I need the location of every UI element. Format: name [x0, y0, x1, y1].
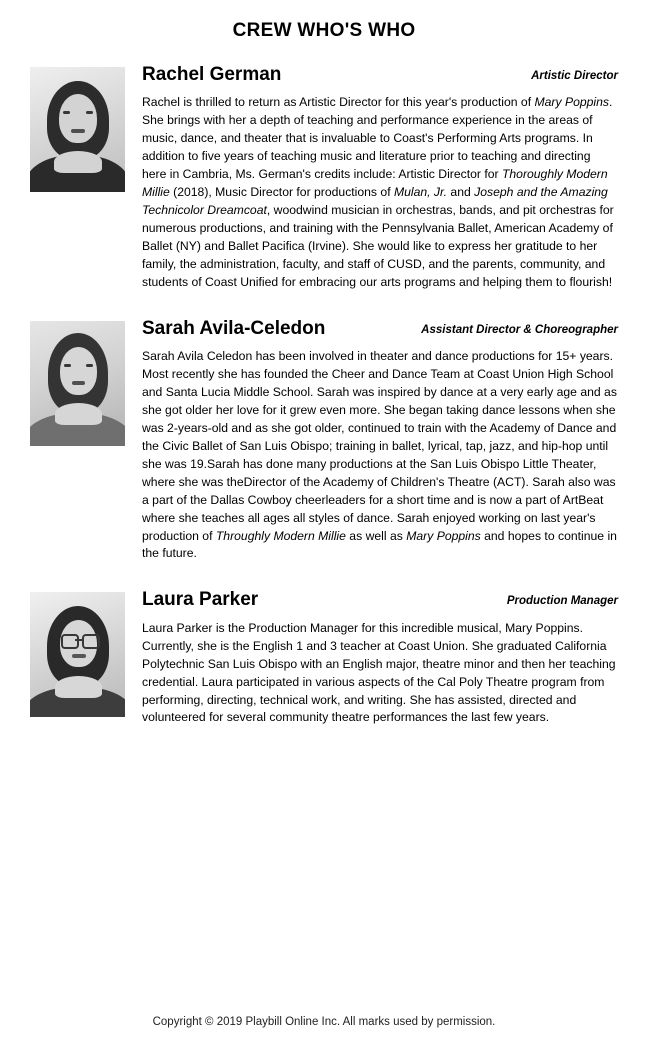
entry-text	[128, 318, 618, 564]
photo-neck	[55, 403, 102, 425]
list-item	[0, 589, 648, 727]
person-bio: Rachel is thrilled to return as Artistic Director for this year's production of Mary Poppins. She brings with her a depth of teaching and performance experience in the areas of music, dance, and theater that is invaluable to Coast's Performing Arts programs. In addition to five years of teaching music and literature prior to teaching and directing here in Cambria, Ms. German's credits include: Artistic Director for Thoroughly Modern Millie (2018), Music Director for productions of Mulan, Jr. and Joseph and the Amazing Technicolor Dreamcoat, woodwind musician in orchestras, bands, and pit orchestras for numerous productions, and training with the Pennsylvania Ballet, American Academy of Ballet (NY) and Ballet Pacifica (Irvine). She would like to express her gratitude to her family, the administration, faculty, and staff of CUSD, and the parents, community, and students of Coast Unified for embracing our arts programs and helping them to flourish!	[142, 95, 614, 289]
photo-neck	[55, 676, 102, 698]
photo-mouth	[72, 381, 85, 385]
photo-glasses-left	[61, 634, 79, 649]
name-row	[142, 589, 618, 611]
playbill-page	[0, 20, 648, 1044]
person-name: Sarah Avila-Celedon	[142, 317, 326, 339]
entry-text	[128, 589, 618, 727]
person-bio: Laura Parker is the Production Manager for this incredible musical, Mary Poppins. Currently, she is the English 1 and 3 teacher at Coast Union. She graduated California Polytechnic San Luis Obispo with an English major, theatre minor and then her teaching credential. Laura participated in various aspects of the Cal Poly Theatre program from performing, directing, technical work, and writing. She has assisted, directed and volunteered for several community theatre performances the last few years.	[142, 620, 616, 725]
list-item	[0, 318, 648, 564]
list-item	[0, 64, 648, 292]
photo-eye-left	[63, 111, 70, 114]
photo-face	[59, 94, 97, 143]
headshot-container	[30, 318, 128, 446]
entry-text	[128, 64, 618, 292]
sarah-avila-celedon-headshot	[30, 321, 125, 446]
rachel-german-headshot	[30, 67, 125, 192]
headshot-container	[30, 589, 128, 717]
copyright-footer: Copyright © 2019 Playbill Online Inc. All marks used by permission.	[152, 1016, 496, 1028]
photo-neck	[54, 151, 102, 173]
page-title: CREW WHO'S WHO	[232, 20, 416, 41]
photo-eye-right	[86, 364, 93, 367]
photo-eye-right	[86, 111, 93, 114]
name-row	[142, 318, 618, 340]
photo-eye-left	[64, 364, 71, 367]
headshot-container	[30, 64, 128, 192]
photo-glasses-bridge	[75, 639, 82, 641]
photo-glasses-right	[82, 634, 100, 649]
photo-mouth	[71, 129, 85, 133]
name-row	[142, 64, 618, 86]
person-name: Rachel German	[142, 64, 282, 85]
crew-list	[0, 64, 648, 727]
person-role: Artistic Director	[531, 70, 618, 82]
person-role: Production Manager	[506, 595, 618, 608]
person-name: Laura Parker	[142, 589, 259, 611]
person-role: Assistant Director & Choreographer	[421, 323, 618, 336]
person-bio: Sarah Avila Celedon has been involved in theater and dance productions for 15+ years. Most recently she has founded the Cheer and Dance Team at Coast Union High School and Santa Lucia Middle School. Sarah was inspired by dance at a very early age and as she got older her love for it grew even more. She began taking dance lessons when she was 2-years-old and as she got older, continued to train with the Academy of Dance and the Civic Ballet of San Luis Obispo; training in ballet, lyrical, tap, jazz, and hip-hop until she was 19.Sarah has done many productions at the San Luis Obispo Little Theater, where she was theDirector of the Academy of Children's Theatre (ACT). Sarah also was a part of the Dallas Cowboy cheerleaders for a short time and is now a part of ArtBeat where she teaches all ages all styles of dance. Sarah enjoyed working on last year's production of Throughly Modern Millie as well as Mary Poppins and hopes to continue in the future.	[142, 349, 617, 561]
photo-mouth	[72, 654, 86, 658]
laura-parker-headshot	[30, 592, 125, 717]
photo-face	[60, 347, 97, 395]
